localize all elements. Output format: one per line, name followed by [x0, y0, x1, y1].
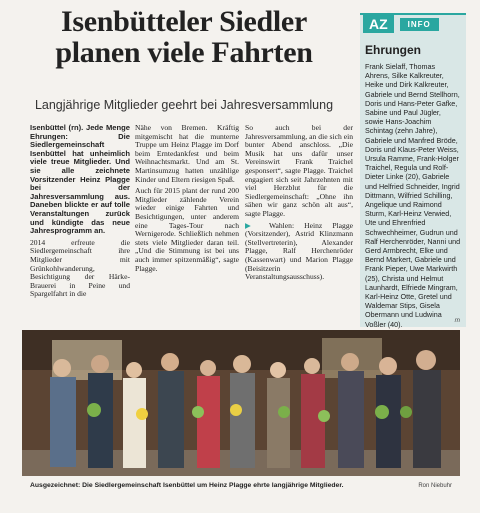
sidebar-body: Frank Sielaff, Thomas Ahrens, Silke Kalkreuter, Heike und Dirk Kalkreuter, Gabriele und Bernd Stellhorn, Doris und Hans-Peter Gafke, Sabine und Paul Jügler, sowie Hans-Joachim Schintag (zehn Jahre), Gabriele und Manfred Bröde, Doris und Klaus-Peter Weiss, Ursula Ramme, Frank-Holger Traichel, Regula und Rolf-Dieter Linke (20), Gabriele und Helfried Schneider, Ingrid Dittmann, Wilfried Schilling, Angelique und Raimond Sturm, Karl-Heinz Verwied, Ute und Ehrenfried Schwechheimer, Gudrun und Ralf Herchenröder, Nanni und Gerd Armbrecht, Elke und Bernd Markert, Gabriele und Frank Pieper, Uwe Markwirth (25), Christa und Helmut Launhardt, Elfriede Mingram, Karl-Heinz Otte, Gretel und Waldemar Stips, Gisela Obermann und Ludwina Voßler (40).: [365, 62, 461, 329]
paragraph: Auch für 2015 plant der rund 200 Mitglieder zählende Verein wieder einige Fahrten und Besichtigungen, unter anderem eine Tages-Tour nach Wernigerode. Schließlich nehmen stets viele Mitglieder daran teil. „Und die Stimmung ist bei uns auch immer spitzenmäßig“, sagte Plagge.: [135, 186, 239, 273]
headline-line-2: planen viele Fahrten: [55, 36, 313, 69]
info-sidebar: [360, 13, 466, 327]
paragraph: So auch bei der Jahresversammlung, an die sich ein bunter Abend anschloss. „Die Musik hat uns dafür unser Vereinswirt Frank Traichel gesponsert“, sagte Plagge. Traichel engagiert sich seit Jahrzehnten mit viel Herzblut für die Siedlergemeinschaft: „Ohne ihn sähen wir ganz schön alt aus“, sagte Plagge.: [245, 123, 353, 218]
sidebar-author: rn: [454, 318, 460, 324]
sidebar-title: Ehrungen: [365, 43, 421, 57]
arrow-icon: ▶: [245, 220, 260, 230]
lead-paragraph: Isenbüttel (rn). Jede Menge Ehrungen: Die Siedlergemeinschaft Isenbüttel hat unheimlich viele treue Mitglieder. Und sie alle zeichnete Vorsitzender Heinz Plagge bei der Jahresversammlung aus. Daneben blickte er auf tolle Veranstaltungen zurück und kündigte das neue Jahresprogramm an.: [30, 123, 130, 236]
photo-credit: Ron Niebuhr: [418, 483, 452, 489]
article-column-2: [135, 124, 239, 276]
article-column-1: [30, 124, 130, 302]
photo-caption: Ausgezeichnet: Die Siedlergemeinschaft Isenbüttel um Heinz Plagge ehrte langjährige Mitglieder.: [30, 482, 344, 489]
subheadline: Langjährige Mitglieder geehrt bei Jahresversammlung: [34, 98, 334, 112]
az-logo: AZ: [363, 15, 394, 33]
info-label: INFO: [400, 18, 439, 31]
paragraph: Nähe von Bremen. Kräftig mitgemischt hat die munterne Truppe um Heinz Plagge im Dorf beim Erntedankfest und beim Weihnachtsmarkt. Und am St. Martinsumzug hatten unzählige Kinder und Eltern riesigen Spaß.: [135, 123, 239, 184]
headline: [14, 6, 354, 68]
elections-text: Wahlen: Heinz Plagge (Vorsitzender), Astrid Klinzmann (Stellvertreterin), Alexander Plagge, Ralf Herchenröder (Kassenwart) und Marion Plagge (Beisitzerin Veranstaltungsausschuss).: [245, 220, 353, 282]
elections-paragraph: [245, 222, 353, 282]
sidebar-header: [360, 15, 466, 33]
group-photo: [22, 330, 460, 476]
photo-caption-bar: [22, 478, 460, 494]
article-column-3: [245, 124, 353, 285]
headline-line-1: Isenbütteler Siedler: [61, 5, 307, 38]
paragraph: 2014 erfreute die Siedlergemeinschaft ihre Mitglieder mit Grünkohlwanderung, Besichtigung der Härke-Brauerei in Peine und Spargelfahrt in die: [30, 237, 130, 299]
group-photo-illustration: [22, 330, 460, 476]
